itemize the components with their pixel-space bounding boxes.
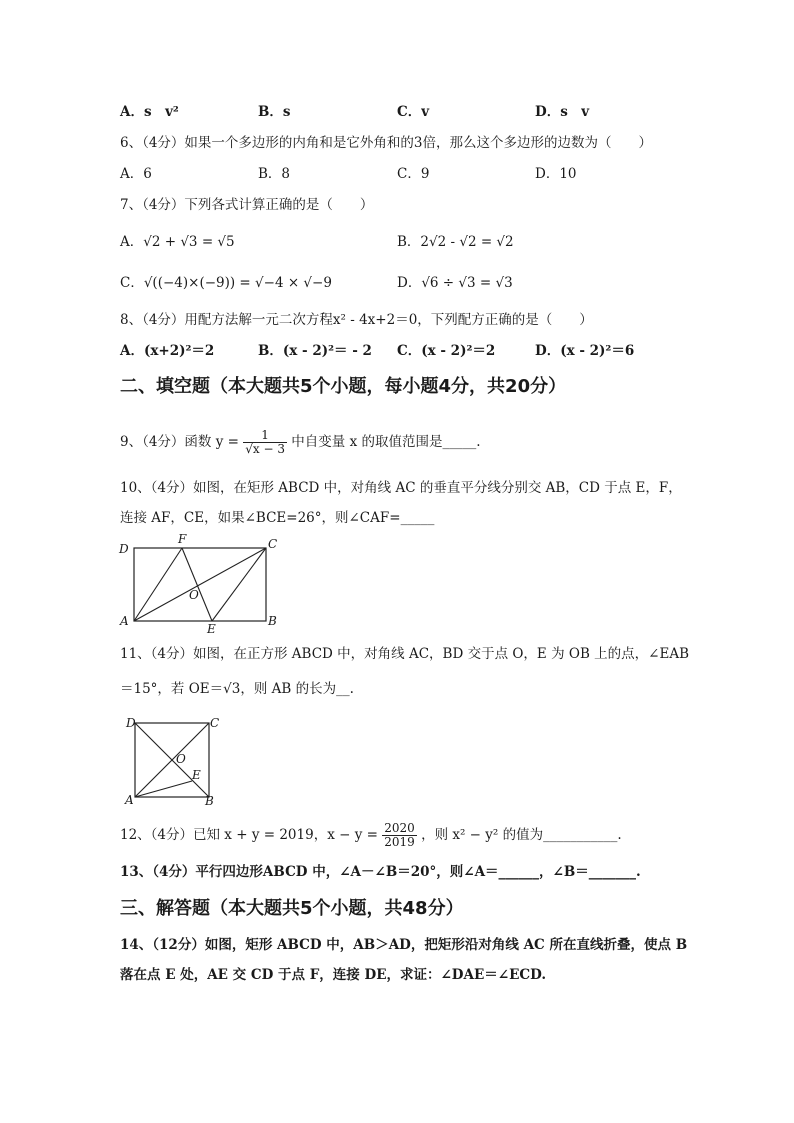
q5-option-c: C．v	[397, 104, 430, 120]
q12-fraction	[382, 822, 417, 849]
q10-line-1: 10、（4分）如图，在矩形 ABCD 中，对角线 AC 的垂直平分线分别交 AB，CD 于点 E，F，	[120, 480, 682, 496]
q11-line-1: 11、（4分）如图，在正方形 ABCD 中，对角线 AC，BD 交于点 O，E 为 OB 上的点，∠EAB	[120, 646, 689, 662]
q10-label-f: F	[178, 533, 187, 546]
q11-figure	[120, 713, 225, 808]
q7-option-b: B．2√2 - √2 = √2	[397, 234, 514, 250]
q8-option-a: A．(x+2)²＝2	[120, 343, 215, 359]
q7-option-c: C．√((−4)×(−9)) = √−4 × √−9	[120, 275, 332, 291]
q11-label-c: C	[210, 716, 220, 730]
q10-label-a: A	[120, 614, 129, 628]
q9-fraction	[243, 429, 287, 456]
q7-option-a: A．√2 + √3 = √5	[120, 234, 235, 250]
q10-label-b: B	[268, 614, 277, 628]
q10-label-d: D	[119, 542, 129, 556]
q9-line	[120, 422, 481, 462]
q8-stem: 8、（4分）用配方法解一元二次方程x² - 4x+2＝0，下列配方正确的是（ ）	[120, 312, 593, 328]
q5-option-a: A．s v²	[120, 104, 179, 120]
q12-suffix: ，则 x² − y² 的值为___________.	[421, 827, 622, 843]
q10-segment-fe	[182, 548, 212, 621]
section-2-heading: 二、填空题（本大题共5个小题，每小题4分，共20分）	[120, 376, 567, 397]
q11-line-2: ＝15°，若 OE＝√3，则 AB 的长为__.	[120, 681, 354, 697]
q9-numerator: 1	[243, 429, 287, 443]
q10-label-o: O	[189, 588, 199, 602]
q12-denominator: 2019	[384, 835, 415, 849]
q11-label-b: B	[205, 794, 214, 808]
q10-segment-af	[134, 548, 182, 621]
q8-option-d: D．(x - 2)²＝6	[535, 343, 635, 359]
q10-figure	[115, 533, 285, 635]
q5-option-b: B．s	[258, 104, 291, 120]
q8-option-b: B．(x - 2)²＝ - 2	[258, 343, 372, 359]
q14-line-2: 落在点 E 处，AE 交 CD 于点 F，连接 DE，求证：∠DAE＝∠ECD.	[120, 967, 547, 983]
q10-label-e: E	[207, 622, 216, 635]
q6-stem: 6、（4分）如果一个多边形的内角和是它外角和的3倍，那么这个多边形的边数为（ ）	[120, 135, 653, 151]
q12-prefix: 12、（4分）已知 x + y = 2019，x − y =	[120, 827, 378, 843]
q11-label-d: D	[126, 716, 136, 730]
q6-option-d: D．10	[535, 166, 577, 182]
q5-option-d: D．s v	[535, 104, 590, 120]
q11-label-a: A	[125, 793, 134, 807]
q6-option-c: C．9	[397, 166, 430, 182]
q9-suffix: 中自变量 x 的取值范围是_____.	[291, 434, 481, 450]
q14-line-1: 14、（12分）如图，矩形 ABCD 中，AB＞AD，把矩形沿对角线 AC 所在直线折叠，使点 B	[120, 937, 688, 953]
q6-option-a: A．6	[120, 166, 152, 182]
q7-option-d: D．√6 ÷ √3 = √3	[397, 275, 513, 291]
q9-denominator: √x − 3	[245, 442, 285, 456]
section-3-heading: 三、解答题（本大题共5个小题，共48分）	[120, 898, 464, 919]
q11-label-e: E	[192, 768, 201, 782]
q11-label-o: O	[176, 752, 186, 766]
q10-diagonal-ac	[134, 548, 266, 621]
q10-label-c: C	[268, 537, 278, 551]
q12-numerator: 2020	[384, 821, 415, 835]
q13-text: 13、（4分）平行四边形ABCD 中，∠A－∠B＝20°，则∠A＝______，∠B＝_______.	[120, 864, 641, 880]
q8-option-c: C．(x - 2)²＝2	[397, 343, 496, 359]
q12-line	[120, 815, 622, 855]
q6-option-b: B．8	[258, 166, 291, 182]
q7-stem: 7、（4分）下列各式计算正确的是（ ）	[120, 197, 374, 213]
q10-segment-ec	[212, 548, 266, 621]
q10-line-2: 连接 AF，CE，如果∠BCE=26°，则∠CAF=_____	[120, 510, 435, 526]
q9-prefix: 9、（4分）函数 y =	[120, 434, 239, 450]
